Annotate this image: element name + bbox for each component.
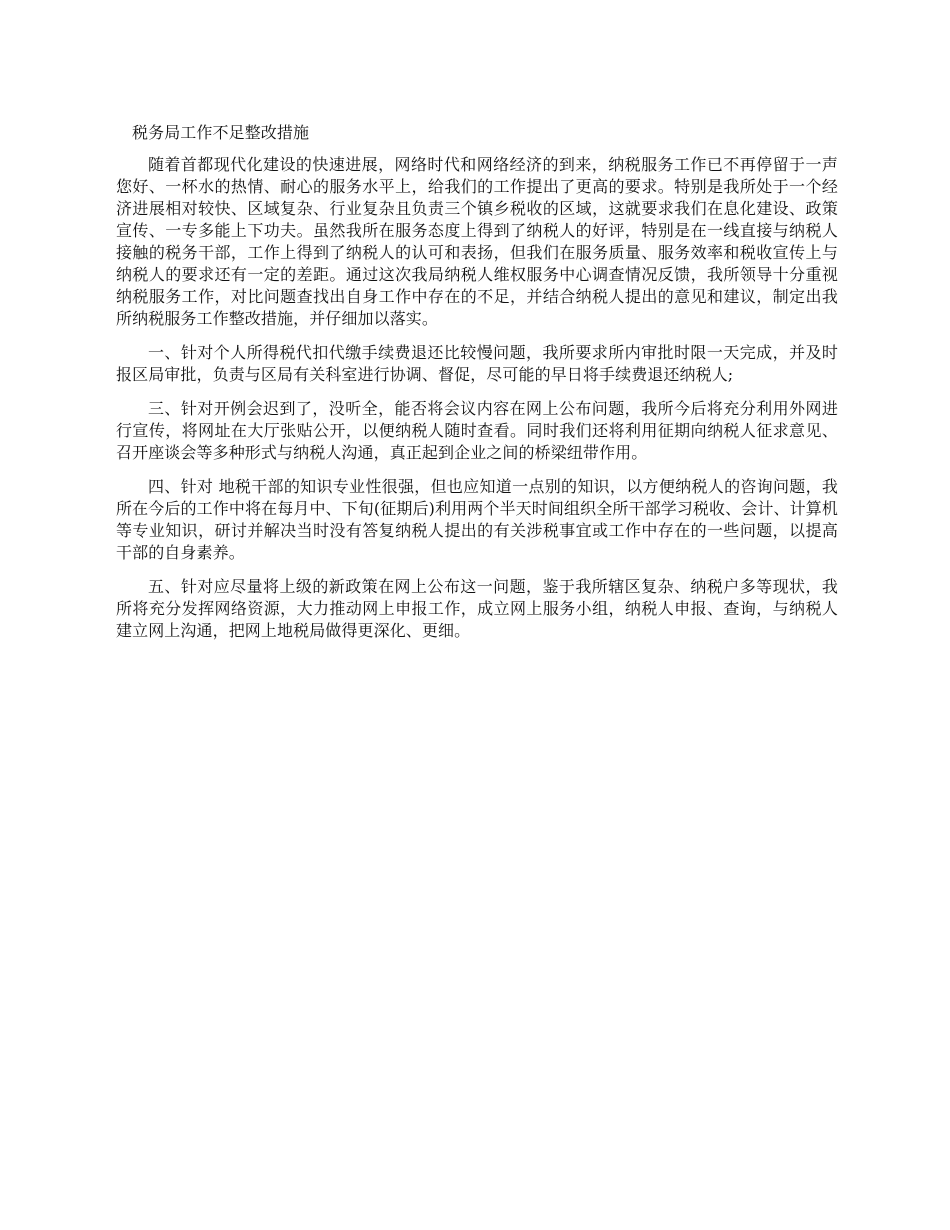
paragraph-item-3: 三、针对开例会迟到了，没听全，能否将会议内容在网上公布问题，我所今后将充分利用外网进行宣传，将网址在大厅张贴公开，以便纳税人随时查看。同时我们还将利用征期向纳税人征求意见、召开座谈会等多种形式与纳税人沟通，真正起到企业之间的桥梁纽带作用。 (116, 399, 838, 462)
document-body (116, 122, 838, 654)
paragraph-item-4: 四、针对 地税干部的知识专业性很强，但也应知道一点别的知识，以方便纳税人的咨询问题，我所在今后的工作中将在每月中、下旬(征期后)利用两个半天时间组织全所干部学习税收、会计、计算机等专业知识，研讨并解决当时没有答复纳税人提出的有关涉税事宜或工作中存在的一些问题，以提高干部的自身素养。 (116, 477, 838, 562)
document-title: 税务局工作不足整改措施 (132, 123, 310, 142)
paragraph-item-5: 五、针对应尽量将上级的新政策在网上公布这一问题，鉴于我所辖区复杂、纳税户多等现状，我所将充分发挥网络资源，大力推动网上申报工作，成立网上服务小组，纳税人申报、查询，与纳税人建立网上沟通，把网上地税局做得更深化、更细。 (116, 577, 838, 640)
paragraph-intro: 随着首都现代化建设的快速进展，网络时代和网络经济的到来，纳税服务工作已不再停留于一声您好、一杯水的热情、耐心的服务水平上，给我们的工作提出了更高的要求。特别是我所处于一个经济进展相对较快、区域复杂、行业复杂且负责三个镇乡税收的区域，这就要求我们在息化建设、政策宣传、一专多能上下功夫。虽然我所在服务态度上得到了纳税人的好评，特别是在一线直接与纳税人接触的税务干部，工作上得到了纳税人的认可和表扬，但我们在服务质量、服务效率和税收宣传上与纳税人的要求还有一定的差距。通过这次我局纳税人维权服务中心调查情况反馈，我所领导十分重视纳税服务工作，对比问题查找出自身工作中存在的不足，并结合纳税人提出的意见和建议，制定出我所纳税服务工作整改措施，并仔细加以落实。 (116, 155, 838, 328)
paragraph-item-1: 一、针对个人所得税代扣代缴手续费退还比较慢问题，我所要求所内审批时限一天完成，并及时报区局审批，负责与区局有关科室进行协调、督促，尽可能的早日将手续费退还纳税人; (116, 343, 838, 384)
